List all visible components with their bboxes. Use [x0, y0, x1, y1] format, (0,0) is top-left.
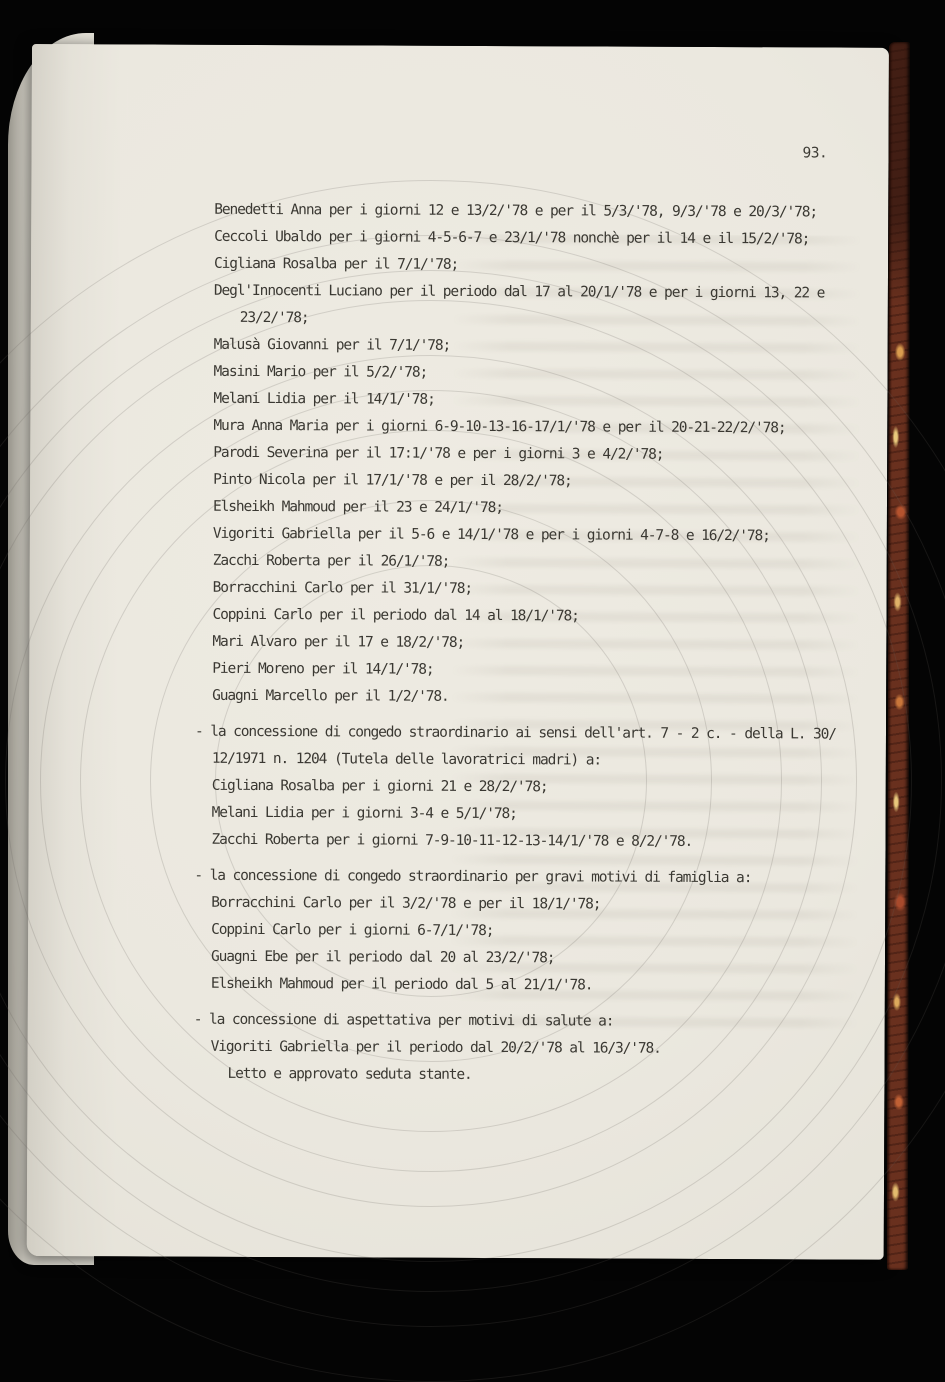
typed-line: Degl'Innocenti Luciano per il periodo dal 17 al 20/1/'78 e per i giorni 13, 22 e: [213, 282, 825, 302]
typed-line: Elsheikh Mahmoud per il 23 e 24/1/'78;: [212, 498, 503, 517]
typed-line: Cigliana Rosalba per il 7/1/'78;: [214, 255, 459, 273]
marbled-binding-edge: [887, 42, 910, 1270]
typed-line: Borracchini Carlo per il 3/2/'78 e per il 18/1/'78;: [211, 894, 601, 913]
typed-line: Coppini Carlo per il periodo dal 14 al 18/1/'78;: [212, 606, 579, 625]
section-congedo-madri: [194, 719, 875, 857]
typed-line: Vigoriti Gabriella per il periodo dal 20/2/'78 al 16/3/'78.: [210, 1038, 661, 1057]
typed-line: Mari Alvaro per il 17 e 18/2/'78;: [212, 633, 465, 651]
typed-line-bullet: - la concessione di congedo straordinario ai sensi dell'art. 7 - 2 c. - della L. 30/: [194, 723, 836, 743]
typed-line: Zacchi Roberta per i giorni 7-9-10-11-12-13-14/1/'78 e 8/2/'78.: [211, 831, 693, 850]
typed-line-bullet: - la concessione di aspettativa per motivi di salute a:: [193, 1011, 614, 1030]
typed-line: Malusà Giovanni per il 7/1/'78;: [213, 336, 451, 354]
typed-line-bullet: - la concessione di congedo straordinario per gravi motivi di famiglia a:: [194, 867, 752, 887]
attendance-list: [195, 197, 877, 713]
typed-line: 12/1971 n. 1204 (Tutela delle lavoratrici madri) a:: [211, 750, 602, 769]
typed-line: Ceccoli Ubaldo per i giorni 4-5-6-7 e 23/1/'78 nonchè per il 14 e il 15/2/'78;: [214, 228, 810, 248]
typed-line: Zacchi Roberta per il 26/1/'78;: [212, 552, 450, 570]
typed-line: Elsheikh Mahmoud per il periodo dal 5 al 21/1/'78.: [210, 975, 593, 994]
typed-text-block: [193, 197, 877, 1091]
typed-line: Pieri Moreno per il 14/1/'78;: [212, 660, 434, 678]
book-page: [27, 44, 889, 1260]
typed-line: Vigoriti Gabriella per il 5-6 e 14/1/'78 e per i giorni 4-7-8 e 16/2/'78;: [212, 525, 770, 545]
typed-line: Guagni Marcello per il 1/2/'78.: [212, 687, 449, 705]
page-number: 93.: [802, 145, 828, 162]
section-aspettativa-salute: [193, 1007, 873, 1091]
typed-line: Mura Anna Maria per i giorni 6-9-10-13-16-17/1/'78 e per il 20-21-22/2/'78;: [213, 417, 786, 437]
typed-line: Letto e approvato seduta stante.: [227, 1065, 472, 1083]
typed-line: Parodi Severina per il 17:1/'78 e per i giorni 3 e 4/2/'78;: [213, 444, 664, 463]
typed-line: Guagni Ebe per il periodo dal 20 al 23/2/'78;: [210, 948, 555, 967]
typed-line-continuation: 23/2/'78;: [239, 309, 309, 327]
typed-line: Coppini Carlo per i giorni 6-7/1/'78;: [211, 921, 494, 940]
typed-line: Cigliana Rosalba per i giorni 21 e 28/2/'78;: [211, 777, 548, 796]
typed-line: Pinto Nicola per il 17/1/'78 e per il 28/2/'78;: [213, 471, 572, 490]
section-congedo-famiglia: [194, 863, 875, 1001]
typed-line: Borracchini Carlo per il 31/1/'78;: [212, 579, 473, 597]
typed-line: Melani Lidia per il 14/1/'78;: [213, 390, 435, 408]
typed-line: Melani Lidia per i giorni 3-4 e 5/1/'78;: [211, 804, 517, 823]
typed-line: Masini Mario per il 5/2/'78;: [213, 363, 428, 381]
typed-line: Benedetti Anna per i giorni 12 e 13/2/'78 e per il 5/3/'78, 9/3/'78 e 20/3/'78;: [214, 201, 818, 221]
